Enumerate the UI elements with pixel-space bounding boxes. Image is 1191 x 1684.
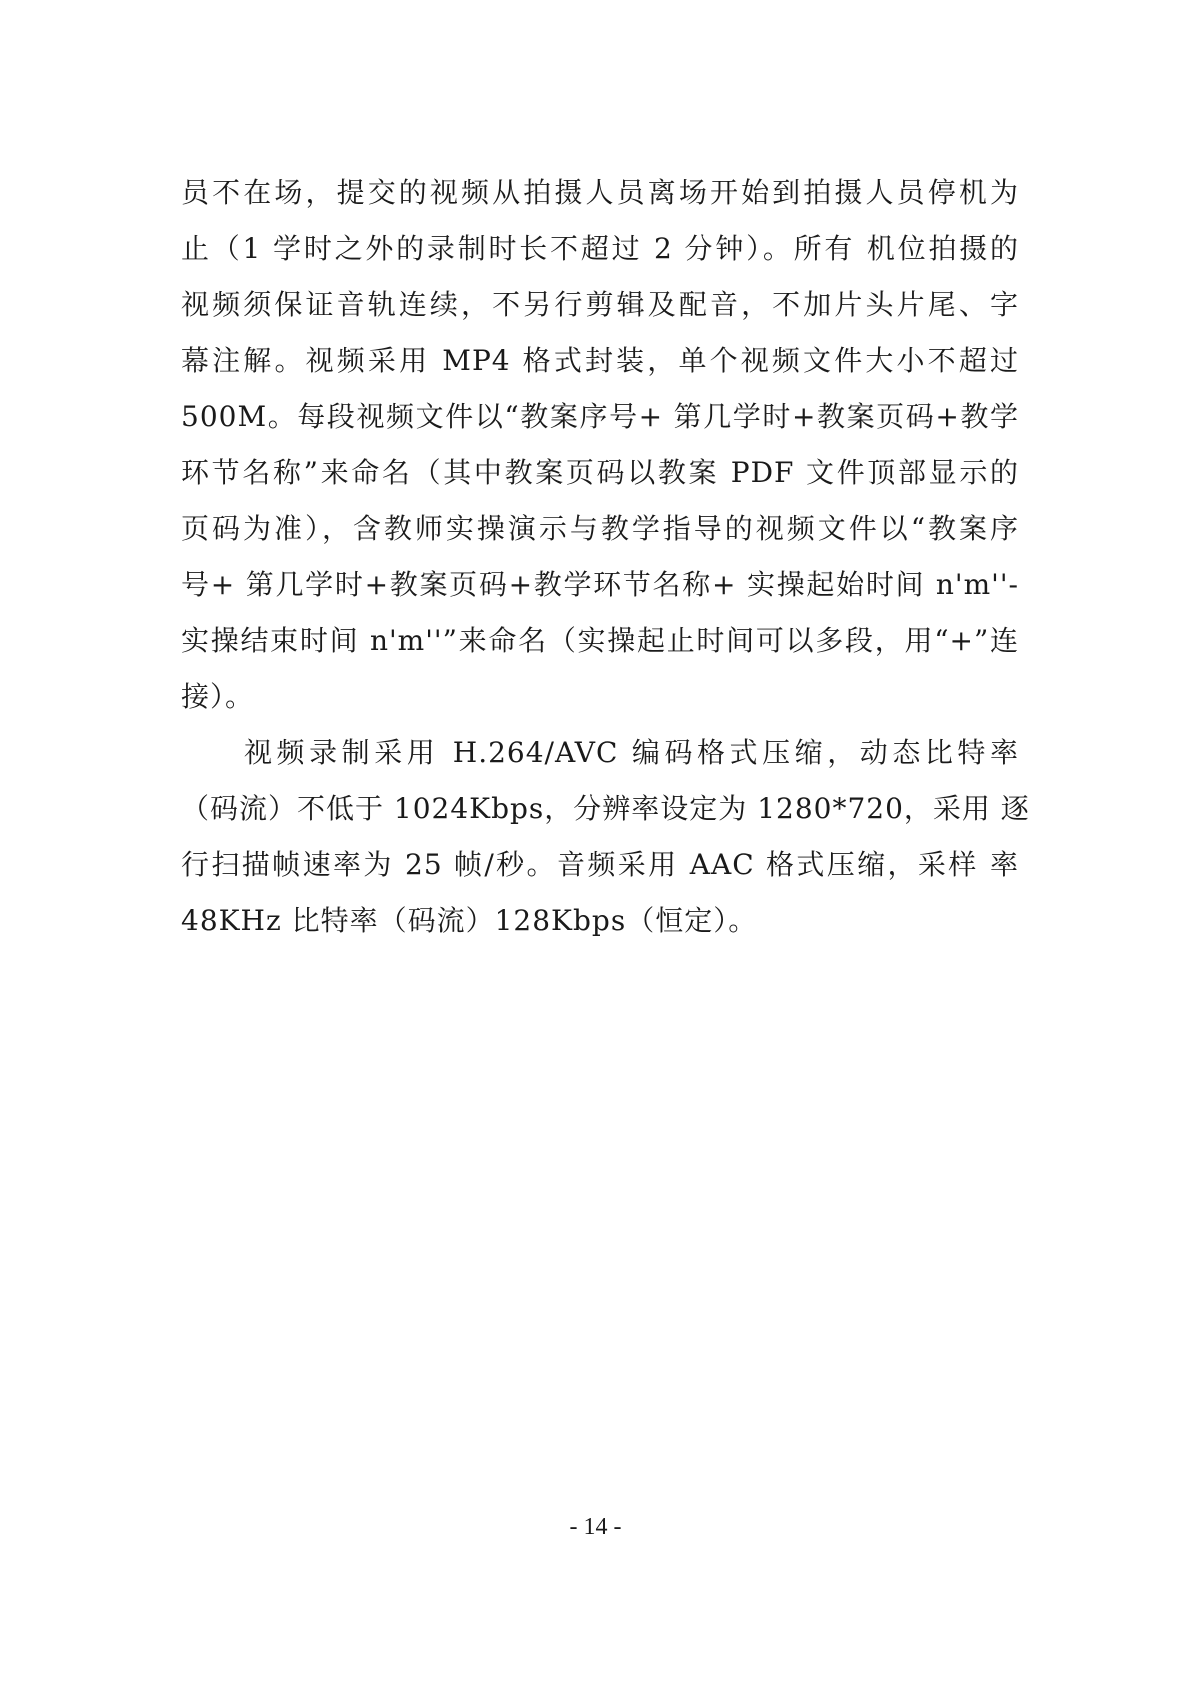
paragraph-line: 号+ 第几学时+教案页码+教学环节名称+ 实操起始时间 n'm''- (181, 568, 1019, 601)
paragraph-line: 页码为准），含教师实操演示与教学指导的视频文件以“教案序 (181, 512, 1019, 545)
paragraph-line: 视频须保证音轨连续，不另行剪辑及配音，不加片头片尾、字 (181, 288, 1019, 321)
paragraph-line: 视频录制采用 H.264/AVC 编码格式压缩，动态比特率 (244, 736, 1019, 769)
paragraph-line: 500M。每段视频文件以“教案序号+ 第几学时+教案页码+教学 (181, 400, 1019, 433)
paragraph-line: （码流）不低于 1024Kbps，分辨率设定为 1280*720，采用 逐 (181, 792, 1030, 825)
paragraph-line: 接）。 (181, 680, 255, 713)
paragraph-line: 员不在场，提交的视频从拍摄人员离场开始到拍摄人员停机为 (181, 176, 1019, 209)
paragraph-line: 止（1 学时之外的录制时长不超过 2 分钟）。所有 机位拍摄的 (181, 232, 1019, 265)
paragraph-line: 环节名称”来命名（其中教案页码以教案 PDF 文件顶部显示的 (181, 456, 1019, 489)
paragraph-line: 幕注解。视频采用 MP4 格式封装，单个视频文件大小不超过 (181, 344, 1019, 377)
page-number: - 14 - (569, 1514, 622, 1540)
paragraph-line: 行扫描帧速率为 25 帧/秒。音频采用 AAC 格式压缩，采样 率 (181, 848, 1019, 881)
paragraph-line: 实操结束时间 n'm''”来命名（实操起止时间可以多段，用“+”连 (181, 624, 1019, 657)
paragraph-line: 48KHz 比特率（码流）128Kbps（恒定）。 (181, 904, 758, 937)
